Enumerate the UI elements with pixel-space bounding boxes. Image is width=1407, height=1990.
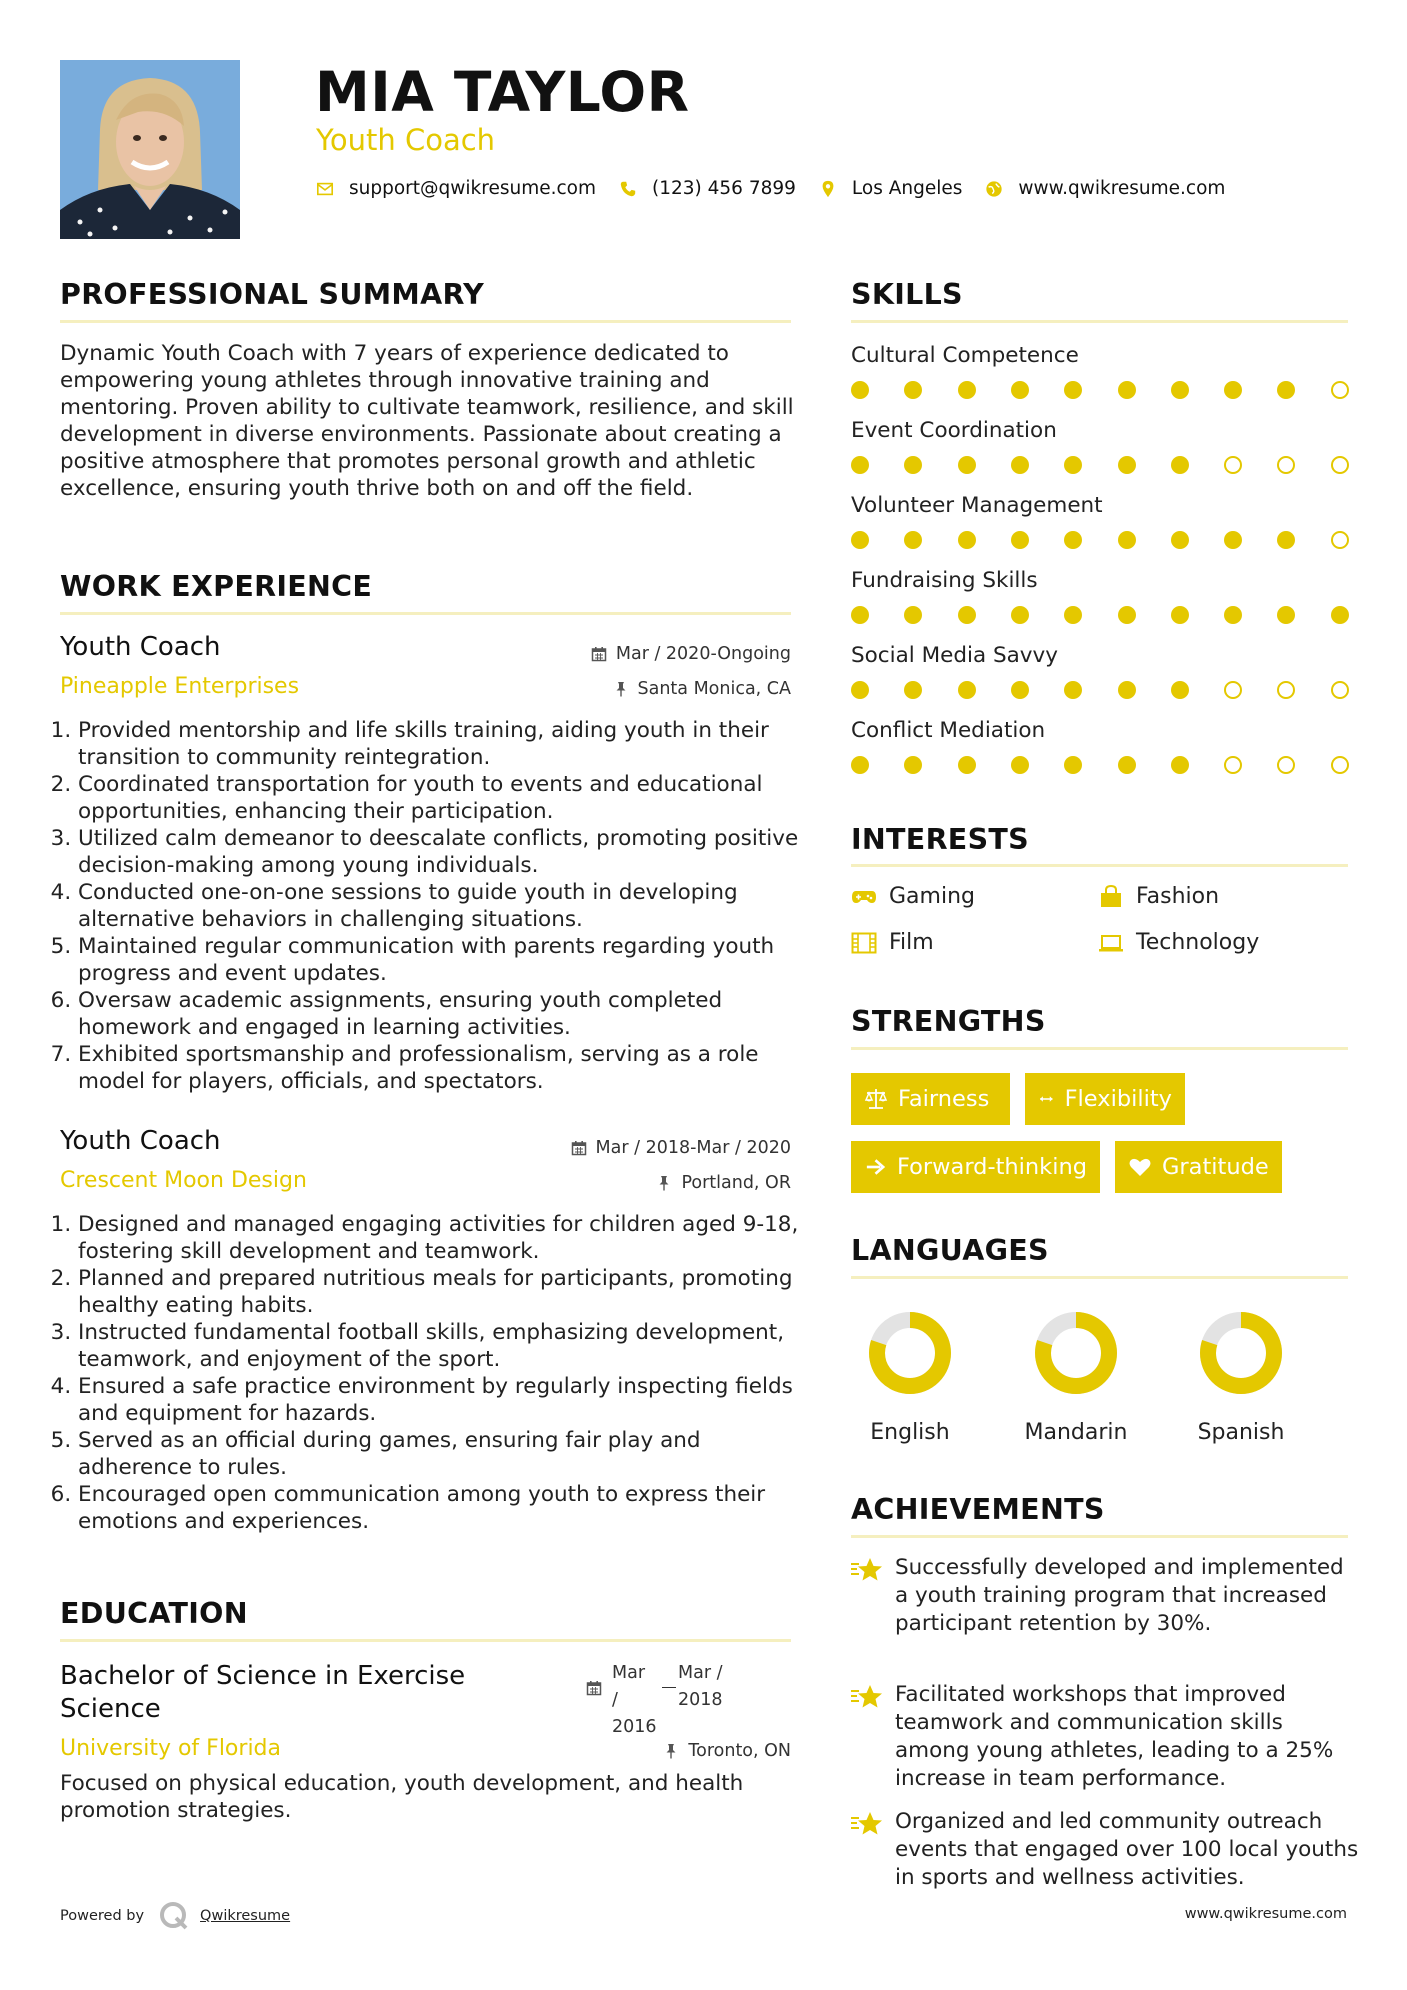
skill-name: Volunteer Management — [851, 493, 1103, 518]
skill-item — [851, 718, 1351, 780]
rating-dot-filled — [1331, 606, 1349, 624]
job-dates-text: Mar / 2018-Mar / 2020 — [595, 1138, 791, 1158]
rating-dot-filled — [1064, 531, 1082, 549]
job-location — [656, 1173, 791, 1193]
job-dates — [571, 1138, 791, 1158]
rating-dot-filled — [1064, 606, 1082, 624]
strength-badge-flexibility — [1025, 1073, 1185, 1125]
rating-dot-filled — [1011, 606, 1029, 624]
list-item: 4. Ensured a safe practice environment by regularly inspecting fields and equipment for hazards. — [78, 1373, 805, 1427]
rating-dot-filled — [1171, 531, 1189, 549]
rating-dot-filled — [1011, 456, 1029, 474]
skill-rating — [851, 606, 1351, 630]
rating-dot-filled — [1277, 531, 1295, 549]
star-medal-icon — [851, 1683, 883, 1713]
edu-end-year: 2018 — [678, 1690, 723, 1710]
achievement-item — [851, 1554, 1361, 1638]
list-item: 5. Served as an official during games, ensuring fair play and adherence to rules. — [78, 1427, 805, 1481]
company-name: Pineapple Enterprises — [60, 674, 300, 699]
rating-dot-filled — [1011, 681, 1029, 699]
footer-powered — [60, 1900, 290, 1932]
rating-dot-filled — [851, 456, 869, 474]
skill-name: Conflict Mediation — [851, 718, 1046, 743]
rating-dot-empty — [1331, 681, 1349, 699]
language-donut — [1033, 1310, 1119, 1396]
rating-dot-filled — [1118, 531, 1136, 549]
language-item — [1166, 1310, 1316, 1445]
rating-dot-filled — [1171, 681, 1189, 699]
education-description: Focused on physical education, youth development, and health promotion strategies. — [60, 1771, 744, 1823]
skill-rating — [851, 381, 1351, 405]
rating-dot-filled — [1064, 456, 1082, 474]
rating-dot-filled — [1064, 681, 1082, 699]
rating-dot-filled — [1224, 606, 1242, 624]
interest-label: Technology — [1136, 930, 1260, 955]
interest-label: Fashion — [1136, 884, 1220, 909]
rating-dot-filled — [904, 756, 922, 774]
achievement-text: Successfully developed and implemented a youth training program that increased participant retention by 30%. — [895, 1555, 1344, 1636]
degree-title: Bachelor of Science in Exercise Science — [60, 1661, 466, 1724]
education-dates — [586, 1660, 726, 1741]
contact-email[interactable] — [315, 178, 596, 199]
skill-name: Event Coordination — [851, 418, 1057, 443]
rating-dot-empty — [1224, 756, 1242, 774]
achievement-text: Facilitated workshops that improved teamwork and communication skills among young athletes, leading to a 25% increase in team performance. — [895, 1682, 1334, 1791]
interests-rule — [851, 864, 1348, 867]
rating-dot-filled — [1064, 756, 1082, 774]
globe-icon — [984, 179, 1004, 199]
heart-icon — [1128, 1155, 1152, 1179]
achievement-text: Organized and led community outreach events that engaged over 100 local youths in sports and wellness activities. — [895, 1809, 1359, 1890]
job-location-text: Santa Monica, CA — [637, 679, 791, 699]
bag-icon — [1098, 885, 1124, 909]
skill-rating — [851, 681, 1351, 705]
summary-heading: PROFESSIONAL SUMMARY — [60, 278, 485, 311]
interest-item-film — [851, 930, 934, 955]
qwikresume-logo-icon — [158, 1900, 190, 1932]
skill-rating — [851, 456, 1351, 480]
strengths-rule — [851, 1047, 1348, 1050]
candidate-name: MIA TAYLOR — [315, 60, 690, 124]
rating-dot-empty — [1277, 681, 1295, 699]
rating-dot-filled — [1171, 756, 1189, 774]
edu-start — [612, 1660, 656, 1741]
rating-dot-filled — [1118, 681, 1136, 699]
phone-icon — [618, 179, 638, 199]
skill-name: Fundraising Skills — [851, 568, 1038, 593]
rating-dot-filled — [1171, 606, 1189, 624]
rating-dot-filled — [958, 531, 976, 549]
rating-dot-filled — [1011, 531, 1029, 549]
rating-dot-filled — [851, 606, 869, 624]
job-dates — [591, 644, 791, 664]
interest-label: Film — [889, 930, 934, 955]
rating-dot-filled — [904, 381, 922, 399]
edu-start-year: 2016 — [612, 1717, 657, 1737]
skill-item — [851, 418, 1351, 480]
rating-dot-filled — [958, 756, 976, 774]
language-item — [835, 1310, 985, 1445]
rating-dot-filled — [851, 381, 869, 399]
balance-scale-icon — [864, 1087, 888, 1111]
skills-heading: SKILLS — [851, 278, 963, 311]
list-item: 6. Oversaw academic assignments, ensuring youth completed homework and engaged in learning activities. — [78, 987, 805, 1041]
edu-start-month: Mar / — [612, 1663, 646, 1710]
skill-item — [851, 643, 1351, 705]
rating-dot-filled — [904, 681, 922, 699]
arrow-right-icon — [864, 1155, 887, 1179]
job-bullets — [60, 717, 805, 1095]
rating-dot-filled — [958, 681, 976, 699]
profile-photo — [60, 60, 240, 239]
list-item: 3. Instructed fundamental football skills, emphasizing development, teamwork, and enjoyment of the sport. — [78, 1319, 805, 1373]
contact-location — [818, 178, 963, 199]
list-item: 1. Provided mentorship and life skills training, aiding youth in their transition to community reintegration. — [78, 717, 805, 771]
strength-label: Forward-thinking — [896, 1154, 1087, 1180]
list-item: 2. Coordinated transportation for youth to events and educational opportunities, enhancing their participation. — [78, 771, 805, 825]
website-text: www.qwikresume.com — [1018, 178, 1226, 199]
rating-dot-filled — [1224, 531, 1242, 549]
achievement-item — [851, 1808, 1361, 1892]
education-location-text: Toronto, ON — [688, 1741, 791, 1761]
edu-end — [678, 1660, 726, 1741]
strength-label: Gratitude — [1162, 1154, 1269, 1180]
pushpin-icon — [613, 681, 629, 697]
rating-dot-filled — [1118, 756, 1136, 774]
star-medal-icon — [851, 1556, 883, 1586]
contact-website[interactable] — [984, 178, 1225, 199]
rating-dot-filled — [904, 456, 922, 474]
interest-label: Gaming — [889, 884, 975, 909]
summary-rule — [60, 320, 791, 323]
interest-item-gaming — [851, 884, 975, 909]
list-item: 3. Utilized calm demeanor to deescalate conflicts, promoting positive decision-making among young individuals. — [78, 825, 805, 879]
achievements-rule — [851, 1535, 1348, 1538]
skill-name: Social Media Savvy — [851, 643, 1058, 668]
job-title: Youth Coach — [60, 632, 221, 662]
experience-rule — [60, 612, 791, 615]
strength-label: Flexibility — [1064, 1086, 1172, 1112]
languages-rule — [851, 1276, 1348, 1279]
footer-url[interactable]: www.qwikresume.com — [1184, 1906, 1347, 1922]
gamepad-icon — [851, 885, 877, 909]
skill-item — [851, 493, 1351, 555]
portrait-image — [60, 60, 240, 239]
pushpin-icon — [656, 1175, 672, 1191]
rating-dot-filled — [904, 531, 922, 549]
rating-dot-filled — [1118, 456, 1136, 474]
film-icon — [851, 931, 877, 955]
phone-text: (123) 456 7899 — [652, 178, 796, 199]
envelope-icon — [315, 179, 335, 199]
star-medal-icon — [851, 1810, 883, 1840]
strength-badge-fairness — [851, 1073, 1010, 1125]
rating-dot-empty — [1331, 456, 1349, 474]
brand-link[interactable]: Qwikresume — [200, 1908, 291, 1924]
rating-dot-empty — [1331, 381, 1349, 399]
calendar-icon — [586, 1680, 602, 1696]
language-name: English — [870, 1420, 950, 1445]
rating-dot-filled — [1277, 606, 1295, 624]
skills-rule — [851, 320, 1348, 323]
education-location — [663, 1741, 791, 1761]
rating-dot-empty — [1331, 756, 1349, 774]
calendar-icon — [591, 646, 607, 662]
date-separator — [662, 1674, 676, 1688]
experience-heading: WORK EXPERIENCE — [60, 570, 373, 603]
skill-item — [851, 568, 1351, 630]
candidate-title: Youth Coach — [316, 123, 496, 157]
list-item: 1. Designed and managed engaging activities for children aged 9-18, fostering skill development and teamwork. — [78, 1211, 805, 1265]
laptop-icon — [1098, 931, 1124, 955]
list-item: 4. Conducted one-on-one sessions to guide youth in developing alternative behaviors in challenging situations. — [78, 879, 805, 933]
company-name: Crescent Moon Design — [60, 1168, 307, 1193]
school-name: University of Florida — [60, 1736, 281, 1761]
skill-name: Cultural Competence — [851, 343, 1079, 368]
pushpin-icon — [663, 1743, 679, 1759]
interest-item-fashion — [1098, 884, 1219, 909]
rating-dot-filled — [1118, 606, 1136, 624]
rating-dot-filled — [1171, 456, 1189, 474]
language-name: Spanish — [1197, 1420, 1285, 1445]
achievement-item — [851, 1681, 1361, 1793]
rating-dot-filled — [1011, 756, 1029, 774]
email-text: support@qwikresume.com — [349, 178, 596, 199]
job-title: Youth Coach — [60, 1126, 221, 1156]
contact-phone[interactable] — [618, 178, 796, 199]
rating-dot-filled — [958, 456, 976, 474]
interest-item-technology — [1098, 930, 1259, 955]
job-bullets — [60, 1211, 805, 1535]
education-rule — [60, 1639, 791, 1642]
skill-rating — [851, 531, 1351, 555]
rating-dot-filled — [851, 756, 869, 774]
education-heading: EDUCATION — [60, 1597, 248, 1630]
arrows-horizontal-icon — [1038, 1087, 1055, 1111]
skill-rating — [851, 756, 1351, 780]
skill-item — [851, 343, 1351, 405]
rating-dot-filled — [1011, 381, 1029, 399]
language-donut — [867, 1310, 953, 1396]
rating-dot-filled — [958, 381, 976, 399]
rating-dot-empty — [1331, 531, 1349, 549]
list-item: 5. Maintained regular communication with parents regarding youth progress and event updates. — [78, 933, 805, 987]
rating-dot-empty — [1277, 456, 1295, 474]
rating-dot-filled — [851, 681, 869, 699]
list-item: 2. Planned and prepared nutritious meals for participants, promoting healthy eating habits. — [78, 1265, 805, 1319]
map-pin-icon — [818, 179, 838, 199]
job-dates-text: Mar / 2020-Ongoing — [615, 644, 791, 664]
strength-badge-gratitude — [1115, 1141, 1282, 1193]
contact-bar — [315, 178, 1247, 199]
list-item: 7. Exhibited sportsmanship and professionalism, serving as a role model for players, officials, and spectators. — [78, 1041, 805, 1095]
rating-dot-filled — [1224, 381, 1242, 399]
rating-dot-filled — [958, 606, 976, 624]
rating-dot-empty — [1277, 756, 1295, 774]
strength-badge-forward-thinking — [851, 1141, 1100, 1193]
rating-dot-filled — [1118, 381, 1136, 399]
language-name: Mandarin — [1024, 1420, 1128, 1445]
strengths-heading: STRENGTHS — [851, 1005, 1046, 1038]
rating-dot-filled — [904, 606, 922, 624]
rating-dot-filled — [851, 531, 869, 549]
achievements-heading: ACHIEVEMENTS — [851, 1493, 1105, 1526]
languages-heading: LANGUAGES — [851, 1234, 1049, 1267]
job-location-text: Portland, OR — [681, 1173, 791, 1193]
job-location — [613, 679, 792, 699]
rating-dot-empty — [1224, 681, 1242, 699]
rating-dot-filled — [1171, 381, 1189, 399]
rating-dot-empty — [1224, 456, 1242, 474]
calendar-icon — [571, 1140, 587, 1156]
summary-text: Dynamic Youth Coach with 7 years of experience dedicated to empowering young athletes through innovative training and mentoring. Proven ability to cultivate teamwork, resilience, and skill development in diverse environments. Passionate about creating a positive atmosphere that promotes personal growth and athletic excellence, ensuring youth thrive both on and off the field. — [60, 341, 794, 501]
language-item — [1001, 1310, 1151, 1445]
language-donut — [1198, 1310, 1284, 1396]
strength-label: Fairness — [898, 1086, 990, 1112]
rating-dot-filled — [1064, 381, 1082, 399]
powered-by-label: Powered by — [60, 1908, 145, 1924]
interests-heading: INTERESTS — [851, 823, 1029, 856]
location-text: Los Angeles — [851, 178, 963, 199]
list-item: 6. Encouraged open communication among youth to express their emotions and experiences. — [78, 1481, 805, 1535]
rating-dot-filled — [1277, 381, 1295, 399]
edu-end-month: Mar / — [678, 1663, 723, 1683]
